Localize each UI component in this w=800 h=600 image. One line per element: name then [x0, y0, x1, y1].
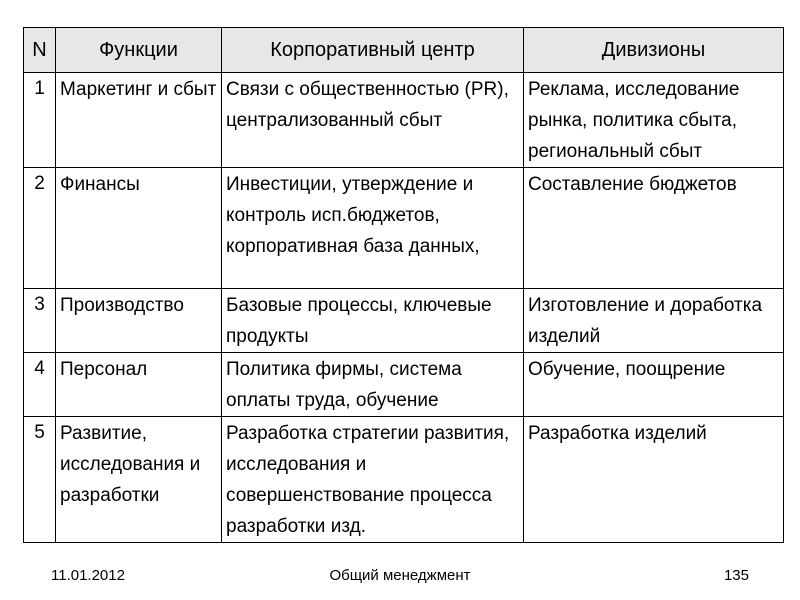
row-number: 3: [24, 289, 56, 353]
divisions-cell: Обучение, поощрение: [524, 353, 784, 417]
row-number: 1: [24, 73, 56, 168]
footer-page-number: 135: [723, 567, 749, 584]
footer-title: Общий менеджмент: [329, 567, 471, 584]
divisions-cell: Реклама, исследование рынка, политика сбыта, региональный сбыт: [524, 73, 784, 168]
corporate-cell: Связи с общественностью (PR), централизованный сбыт: [222, 73, 524, 168]
corporate-cell: Политика фирмы, система оплаты труда, обучение: [222, 353, 524, 417]
row-number: 4: [24, 353, 56, 417]
function-cell: Маркетинг и сбыт: [56, 73, 222, 168]
corporate-cell: Инвестиции, утверждение и контроль исп.бюджетов, корпоративная база данных,: [222, 168, 524, 289]
function-cell: Производство: [56, 289, 222, 353]
table-row: [24, 73, 784, 168]
row-number: 2: [24, 168, 56, 289]
functions-table: [23, 27, 784, 543]
function-cell: Финансы: [56, 168, 222, 289]
function-cell: Развитие, исследования и разработки: [56, 417, 222, 543]
table-header-row: [24, 28, 784, 73]
header-divisions: Дивизионы: [524, 28, 784, 73]
divisions-cell: Составление бюджетов: [524, 168, 784, 289]
header-corporate: Корпоративный центр: [222, 28, 524, 73]
divisions-cell: Разработка изделий: [524, 417, 784, 543]
corporate-cell: Базовые процессы, ключевые продукты: [222, 289, 524, 353]
function-cell: Персонал: [56, 353, 222, 417]
row-number: 5: [24, 417, 56, 543]
table-row: [24, 353, 784, 417]
table-row: [24, 417, 784, 543]
footer-date: 11.01.2012: [51, 567, 125, 584]
header-function: Функции: [56, 28, 222, 73]
table-row: [24, 289, 784, 353]
divisions-cell: Изготовление и доработка изделий: [524, 289, 784, 353]
corporate-cell: Разработка стратегии развития, исследования и совершенствование процесса разработки изд.: [222, 417, 524, 543]
header-num: N: [24, 28, 56, 73]
table-row: [24, 168, 784, 289]
